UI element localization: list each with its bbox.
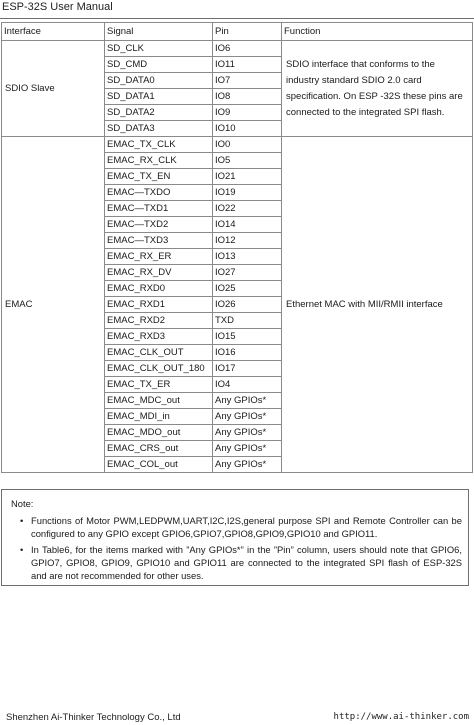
signal-cell: EMAC_RX_ER <box>105 249 213 265</box>
note-item <box>20 514 462 540</box>
pin-cell: IO9 <box>213 105 282 121</box>
pin-cell: IO27 <box>213 265 282 281</box>
signal-cell: EMAC—TXD1 <box>105 201 213 217</box>
note-text: Functions of Motor PWM,LEDPWM,UART,I2C,I2S,general purpose SPI and Remote Controller can be configured to any GPIO except GPIO6,GPIO7,GPIO8,GPIO9,GPIO10 and GPIO11. <box>31 515 462 539</box>
pin-cell: IO8 <box>213 89 282 105</box>
pin-cell: IO0 <box>213 137 282 153</box>
signal-cell: EMAC_MDI_in <box>105 409 213 425</box>
signal-cell: EMAC_RXD0 <box>105 281 213 297</box>
footer-url[interactable]: http://www.ai-thinker.com <box>333 712 469 722</box>
pin-cell: IO25 <box>213 281 282 297</box>
pin-cell: Any GPIOs* <box>213 425 282 441</box>
signal-cell: EMAC_COL_out <box>105 457 213 473</box>
note-box <box>1 489 469 586</box>
pin-cell: IO5 <box>213 153 282 169</box>
interface-cell: EMAC <box>2 137 105 473</box>
pin-cell: Any GPIOs* <box>213 393 282 409</box>
col-header-interface: Interface <box>2 23 105 41</box>
note-item <box>20 543 462 582</box>
signal-cell: EMAC_CRS_out <box>105 441 213 457</box>
page-footer <box>0 711 474 725</box>
pin-cell: IO19 <box>213 185 282 201</box>
pin-cell: TXD <box>213 313 282 329</box>
pin-cell: IO7 <box>213 73 282 89</box>
signal-cell: EMAC_RX_CLK <box>105 153 213 169</box>
pin-cell: IO10 <box>213 121 282 137</box>
signal-cell: EMAC—TXD3 <box>105 233 213 249</box>
col-header-function: Function <box>282 23 473 41</box>
signal-cell: EMAC_MDO_out <box>105 425 213 441</box>
pin-cell: IO12 <box>213 233 282 249</box>
signal-cell: EMAC_CLK_OUT <box>105 345 213 361</box>
function-cell: Ethernet MAC with MII/RMII interface <box>282 137 473 473</box>
signal-cell: EMAC_TX_EN <box>105 169 213 185</box>
table-body <box>2 41 473 473</box>
signal-cell: EMAC_CLK_OUT_180 <box>105 361 213 377</box>
col-header-signal: Signal <box>105 23 213 41</box>
interface-cell: SDIO Slave <box>2 41 105 137</box>
pin-cell: IO4 <box>213 377 282 393</box>
page-header <box>0 0 474 19</box>
pin-cell: IO6 <box>213 41 282 57</box>
pin-cell: Any GPIOs* <box>213 457 282 473</box>
pin-cell: IO17 <box>213 361 282 377</box>
col-header-pin: Pin <box>213 23 282 41</box>
signal-cell: EMAC—TXDO <box>105 185 213 201</box>
pin-cell: IO14 <box>213 217 282 233</box>
bullet-icon: • <box>20 544 24 555</box>
pin-cell: IO26 <box>213 297 282 313</box>
signal-cell: EMAC_MDC_out <box>105 393 213 409</box>
pin-cell: IO13 <box>213 249 282 265</box>
pin-cell: IO21 <box>213 169 282 185</box>
pin-cell: Any GPIOs* <box>213 409 282 425</box>
signal-cell: EMAC_RX_DV <box>105 265 213 281</box>
signal-cell: EMAC_RXD2 <box>105 313 213 329</box>
signal-cell: SD_DATA0 <box>105 73 213 89</box>
note-title: Note: <box>11 498 34 509</box>
signal-cell: EMAC_RXD1 <box>105 297 213 313</box>
signal-cell: SD_DATA2 <box>105 105 213 121</box>
bullet-icon: • <box>20 515 24 526</box>
function-cell: SDIO interface that conforms to the industry standard SDIO 2.0 card specification. On ESP -32S these pins are connected to the integrated SPI flash. <box>282 41 473 137</box>
signal-cell: EMAC_TX_CLK <box>105 137 213 153</box>
pin-cell: IO16 <box>213 345 282 361</box>
pin-cell: IO22 <box>213 201 282 217</box>
manual-title: ESP-32S User Manual <box>2 1 113 13</box>
signal-cell: EMAC—TXD2 <box>105 217 213 233</box>
pin-cell: IO11 <box>213 57 282 73</box>
note-list <box>20 514 462 585</box>
pin-cell: Any GPIOs* <box>213 441 282 457</box>
note-text: In Table6, for the items marked with ”Any GPIOs*” in the ”Pin” column, users should note that GPIO6, GPIO7, GPIO8, GPIO9, GPIO10 and GPIO11 are connected to the integrated SPI flash of ESP-32S and are not recommended for other uses. <box>31 544 462 581</box>
interface-table <box>1 22 473 473</box>
table-row <box>2 137 473 153</box>
footer-company: Shenzhen Ai-Thinker Technology Co., Ltd <box>6 712 181 723</box>
pin-cell: IO15 <box>213 329 282 345</box>
signal-cell: EMAC_RXD3 <box>105 329 213 345</box>
signal-cell: SD_CMD <box>105 57 213 73</box>
signal-cell: SD_DATA1 <box>105 89 213 105</box>
signal-cell: SD_CLK <box>105 41 213 57</box>
table-row <box>2 41 473 57</box>
table-header-row <box>2 23 473 41</box>
signal-cell: SD_DATA3 <box>105 121 213 137</box>
signal-cell: EMAC_TX_ER <box>105 377 213 393</box>
